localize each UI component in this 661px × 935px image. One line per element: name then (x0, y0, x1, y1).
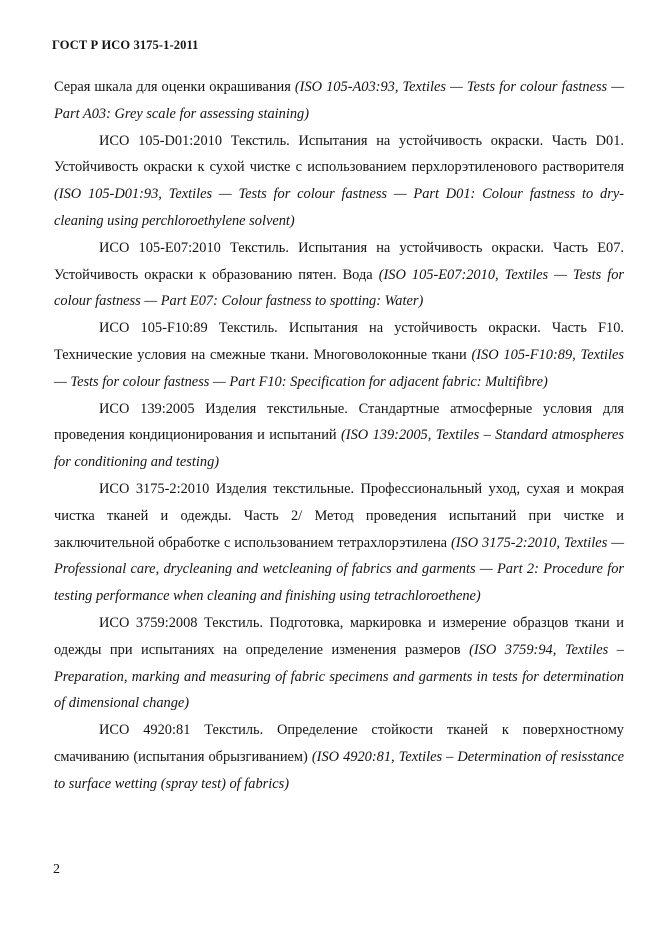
reference-ru-text: ИСО 139:2005 Изделия текстильные. Стандартные атмосферные условия для проведения кондиционирования и испытаний (54, 400, 624, 444)
reference-en-text: (ISO 105-D01:93, Textiles — Tests for colour fastness — Part D01: Colour fastness to dry-cleaning using perchloroethylene solvent) (54, 186, 624, 229)
reference-paragraph (54, 396, 624, 476)
page-number: 2 (53, 862, 60, 877)
document-body (54, 74, 624, 798)
reference-en-text: (ISO 3175-2:2010, Textiles — Professional care, drycleaning and wetcleaning of fabrics and garments — Part 2: Procedure for testing performance when cleaning and finishing using tetrachloroethene) (54, 534, 624, 605)
reference-ru-text: ИСО 105-E07:2010 Текстиль. Испытания на устойчивость окраски. Часть E07. Устойчивость окраски к образованию пятен. Вода (54, 239, 624, 283)
reference-ru-text: ИСО 3175-2:2010 Изделия текстильные. Профессиональный уход, сухая и мокрая чистка тканей и одежды. Часть 2/ Метод проведения испытаний при чистке и заключительной обработке с использованием тетрахлорэтилена (54, 480, 624, 551)
reference-paragraph (54, 315, 624, 395)
reference-ru-text: Серая шкала для оценки окрашивания (54, 79, 295, 95)
reference-en-text: (ISO 139:2005, Textiles – Standard atmospheres for conditioning and testing) (54, 427, 624, 471)
reference-ru-text: ИСО 3759:2008 Текстиль. Подготовка, маркировка и измерение образцов ткани и одежды при испытаниях на определение изменения размеров (54, 614, 624, 658)
reference-paragraph (54, 476, 624, 610)
reference-paragraph (54, 610, 624, 717)
document-header: ГОСТ Р ИСО 3175-1-2011 (52, 38, 199, 52)
reference-ru-text: ИСО 105-F10:89 Текстиль. Испытания на устойчивость окраски. Часть F10. Технические условия на смежные ткани. Многоволоконные ткани (54, 320, 624, 363)
reference-ru-text: ИСО 105-D01:2010 Текстиль. Испытания на устойчивость окраски. Часть D01. Устойчивость окраски к сухой чистке с использованием перхлорэтиленового растворителя (54, 132, 624, 176)
reference-paragraph (54, 235, 624, 315)
reference-en-text: (ISO 105-E07:2010, Textiles — Tests for colour fastness — Part E07: Colour fastness to spotting: Water) (54, 266, 625, 310)
reference-en-text: (ISO 3759:94, Textiles – Preparation, marking and measuring of fabric specimens and garments in tests for determination of dimensional change) (54, 641, 624, 712)
reference-paragraph (54, 128, 624, 235)
reference-en-text: (ISO 105-A03:93, Textiles — Tests for colour fastness — Part A03: Grey scale for assessing staining) (54, 79, 624, 122)
reference-ru-text: ИСО 4920:81 Текстиль. Определение стойкости тканей к поверхностному смачиванию (испытания обрызгиванием) (54, 722, 624, 765)
reference-paragraph (54, 717, 624, 797)
reference-en-text: (ISO 105-F10:89, Textiles — Tests for colour fastness — Part F10: Specification for adjacent fabric: Multifibre) (54, 346, 624, 390)
reference-paragraph (54, 74, 624, 128)
reference-en-text: (ISO 4920:81, Textiles – Determination of resisstance to surface wetting (spray test) of fabrics) (54, 748, 624, 792)
